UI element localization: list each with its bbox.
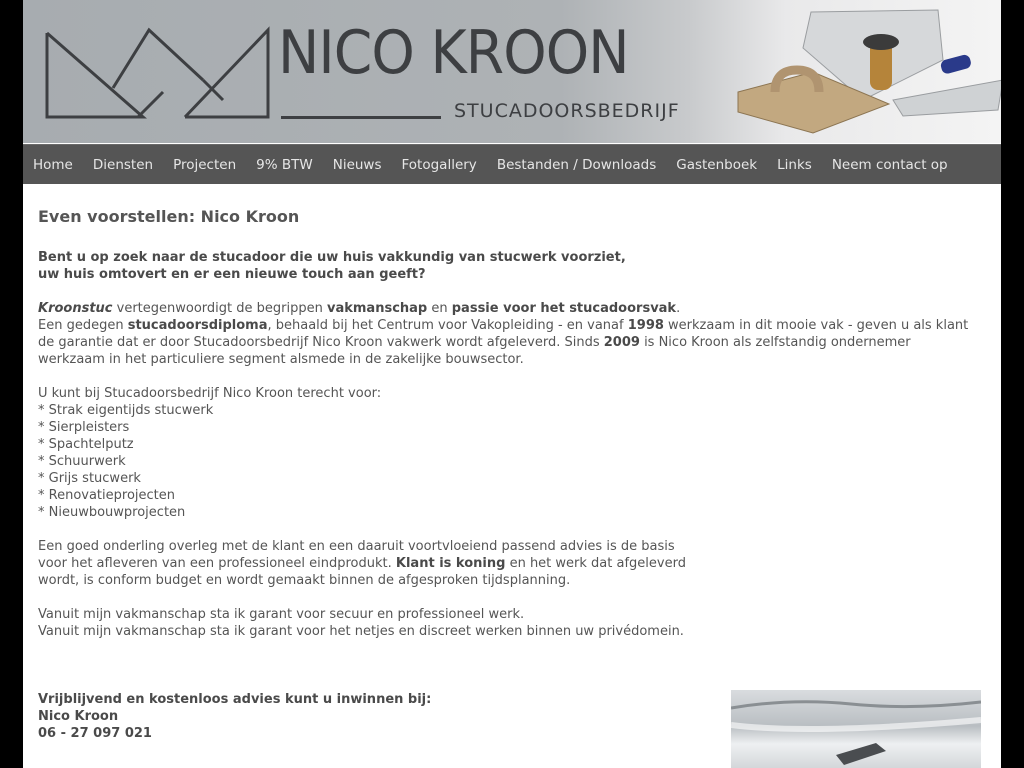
nav-projecten[interactable]: Projecten <box>173 156 237 173</box>
list-item: * Schuurwerk <box>38 454 126 469</box>
list-item: * Spachtelputz <box>38 437 134 452</box>
nav-diensten[interactable]: Diensten <box>92 156 154 173</box>
nav-btw[interactable]: 9% BTW <box>256 156 313 173</box>
list-item: * Grijs stucwerk <box>38 471 141 486</box>
list-item: * Nieuwbouwprojecten <box>38 505 186 520</box>
nav-fotogallery[interactable]: Fotogallery <box>401 156 477 173</box>
intro-text: Bent u op zoek naar de stucadoor die uw huis vakkundig van stucwerk voorziet, uw huis omtovert en er een nieuwe touch aan geeft? <box>38 250 626 282</box>
nav-nieuws[interactable]: Nieuws <box>332 156 382 173</box>
contact-heading: Vrijblijvend en kostenloos advies kunt u inwinnen bij: <box>38 692 432 707</box>
plaster-photo <box>731 690 981 768</box>
plastering-tools-image <box>713 0 1001 143</box>
nav-links[interactable]: Links <box>777 156 812 173</box>
main-content <box>38 184 983 742</box>
nav-gastenboek[interactable]: Gastenboek <box>676 156 758 173</box>
services-list <box>38 402 983 521</box>
nav-home[interactable]: Home <box>33 156 73 173</box>
paragraph-garant-2: Vanuit mijn vakmanschap sta ik garant voor het netjes en discreet werken binnen uw privédomein. <box>38 624 684 639</box>
main-nav <box>23 144 1001 184</box>
roof-logo-icon <box>23 0 283 143</box>
list-item: * Strak eigentijds stucwerk <box>38 403 214 418</box>
brand-title: NICO KROON <box>278 18 629 88</box>
page-title: Even voorstellen: Nico Kroon <box>38 207 300 226</box>
contact-phone[interactable]: 06 - 27 097 021 <box>38 726 152 741</box>
nav-contact[interactable]: Neem contact op <box>831 156 948 173</box>
paragraph-kroonstuc: Kroonstuc vertegenwoordigt de begrippen vakmanschap en passie voor het stucadoorsvak. <box>38 301 681 316</box>
brand-subtitle: STUCADOORSBEDRIJF <box>454 100 680 122</box>
nav-downloads[interactable]: Bestanden / Downloads <box>496 156 657 173</box>
list-item: * Sierpleisters <box>38 420 130 435</box>
site-header <box>23 0 1001 143</box>
list-item: * Renovatieprojecten <box>38 488 175 503</box>
paragraph-garant-1: Vanuit mijn vakmanschap sta ik garant voor secuur en professioneel werk. <box>38 607 525 622</box>
paragraph-diploma: Een gedegen stucadoorsdiploma, behaald bij het Centrum voor Vakopleiding - en vanaf 1998 werkzaam in dit mooie vak - geven u als klant de garantie dat er door Stucadoorsbedrijf Nico Kroon vakwerk wordt afgeleverd. Sinds 2009 is Nico Kroon als zelfstandig ondernemer werkzaam in het particuliere segment alsmede in de zakelijke bouwsector. <box>38 318 969 367</box>
brand-underline <box>281 116 441 119</box>
paragraph-overleg: Een goed onderling overleg met de klant en een daaruit voortvloeiend passend advies is de basis voor het afleveren van een professioneel eindprodukt. Klant is koning en het werk dat afgeleverd wordt, is conform budget en wordt gemaakt binnen de afgesproken tijdsplanning. <box>38 539 686 588</box>
page <box>23 0 1001 768</box>
services-intro: U kunt bij Stucadoorsbedrijf Nico Kroon terecht voor: <box>38 386 382 401</box>
contact-name: Nico Kroon <box>38 709 119 724</box>
